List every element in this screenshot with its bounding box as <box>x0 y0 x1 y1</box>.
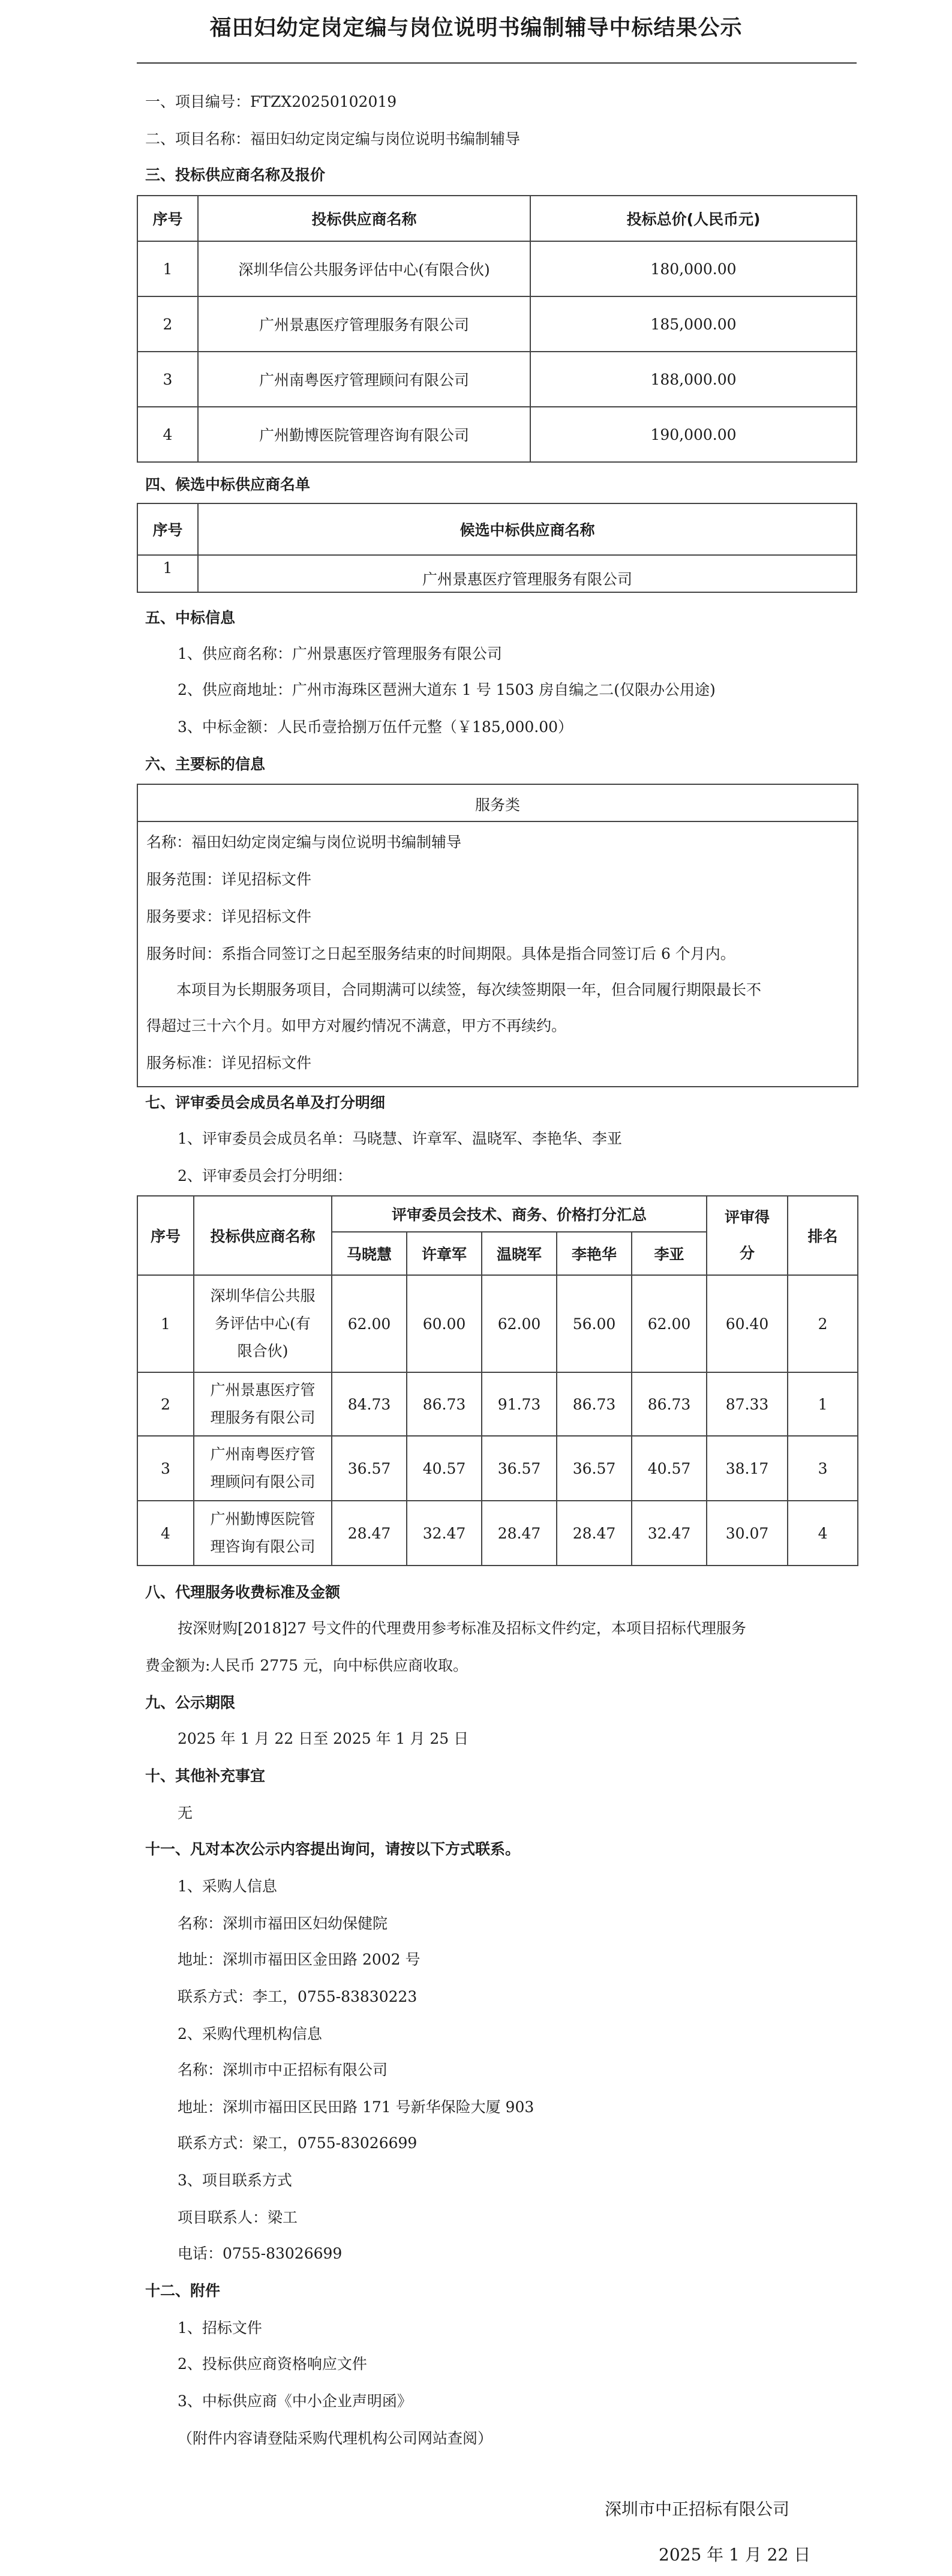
cell-total: 38.17 <box>707 1436 788 1501</box>
cell-rank: 2 <box>788 1275 858 1372</box>
subject-note-1: 本项目为长期服务项目，合同期满可以续签，每次续签期限一年，但合同履行期限最长不 <box>176 981 762 998</box>
judge-header: 李亚 <box>632 1232 707 1275</box>
judge-header: 许章军 <box>407 1232 482 1275</box>
header-cell: 投标供应商名称 <box>198 196 530 241</box>
cell-supplier: 广州南粤医疗管 理顾问有限公司 <box>194 1436 332 1501</box>
cell-supplier: 广州景惠医疗管理服务有限公司 <box>198 296 530 352</box>
project-number: 一、项目编号：FTZX20250102019 <box>145 93 397 110</box>
table-row <box>137 1275 858 1372</box>
bid-price-table <box>137 195 857 463</box>
table-row <box>137 1501 858 1566</box>
project-contact-heading: 3、项目联系方式 <box>178 2172 292 2189</box>
cell-no: 2 <box>137 1372 194 1436</box>
cell-score: 32.47 <box>407 1501 482 1566</box>
issue-date: 2025 年 1 月 22 日 <box>659 2545 811 2565</box>
agency-address: 地址：深圳市福田区民田路 171 号新华保险大厦 903 <box>178 2098 534 2116</box>
judge-header: 李艳华 <box>557 1232 632 1275</box>
attachment-3: 3、中标供应商《中小企业声明函》 <box>178 2392 412 2410</box>
cell-no: 1 <box>137 1275 194 1372</box>
cell-supplier: 广州南粤医疗管理顾问有限公司 <box>198 352 530 407</box>
cell-score: 56.00 <box>557 1275 632 1372</box>
header-cell: 序号 <box>137 503 198 555</box>
cell-price: 185,000.00 <box>530 296 857 352</box>
page-title: 福田妇幼定岗定编与岗位说明书编制辅导中标结果公示 <box>209 16 743 40</box>
cell-score: 36.57 <box>482 1436 557 1501</box>
header-cell: 投标总价(人民币元) <box>530 196 857 241</box>
cell-rank: 3 <box>788 1436 858 1501</box>
project-name: 二、项目名称：福田妇幼定岗定编与岗位说明书编制辅导 <box>145 130 521 148</box>
subject-time: 服务时间：系指合同签订之日起至服务结束的时间期限。具体是指合同签订后 6 个月内。 <box>146 945 735 962</box>
attachment-2: 2、投标供应商资格响应文件 <box>178 2355 367 2373</box>
table-row <box>137 1372 858 1436</box>
section-4-heading: 四、候选中标供应商名单 <box>145 476 311 493</box>
cell-score: 62.00 <box>482 1275 557 1372</box>
cell-score: 32.47 <box>632 1501 707 1566</box>
table-header-row <box>137 1196 858 1232</box>
cell-no: 2 <box>137 296 198 352</box>
agency-name: 名称：深圳市中正招标有限公司 <box>178 2061 388 2079</box>
cell-supplier: 深圳华信公共服务评估中心(有限合伙) <box>198 241 530 296</box>
cell-no: 1 <box>137 241 198 296</box>
cell-no: 3 <box>137 352 198 407</box>
issuer-name: 深圳市中正招标有限公司 <box>605 2499 790 2519</box>
table-row <box>137 555 857 592</box>
cell-score: 60.00 <box>407 1275 482 1372</box>
section-6-heading: 六、主要标的信息 <box>145 755 266 773</box>
cell-rank: 4 <box>788 1501 858 1566</box>
table-row <box>137 241 857 296</box>
buyer-heading: 1、采购人信息 <box>178 1878 277 1895</box>
cell-score: 91.73 <box>482 1372 557 1436</box>
cell-supplier: 广州景惠医疗管理服务有限公司 <box>198 555 857 592</box>
judge-header: 马晓慧 <box>332 1232 407 1275</box>
buyer-address: 地址：深圳市福田区金田路 2002 号 <box>178 1951 421 1968</box>
header-cell: 候选中标供应商名称 <box>198 503 857 555</box>
section-8-heading: 八、代理服务收费标准及金额 <box>145 1584 341 1601</box>
cell-score: 62.00 <box>332 1275 407 1372</box>
other-matters: 无 <box>178 1804 193 1822</box>
cell-score: 86.73 <box>407 1372 482 1436</box>
cell-score: 28.47 <box>482 1501 557 1566</box>
cell-score: 28.47 <box>332 1501 407 1566</box>
header-cell: 序号 <box>137 196 198 241</box>
section-5-heading: 五、中标信息 <box>145 609 236 626</box>
header-cell: 投标供应商名称 <box>194 1196 332 1275</box>
cell-supplier: 深圳华信公共服 务评估中心(有 限合伙) <box>194 1275 332 1372</box>
attachment-note: （附件内容请登陆采购代理机构公司网站查阅） <box>178 2430 493 2447</box>
header-cell: 序号 <box>137 1196 194 1275</box>
subject-scope: 服务范围：详见招标文件 <box>146 871 312 888</box>
table-header-row <box>137 196 857 241</box>
cell-no: 3 <box>137 1436 194 1501</box>
cell-price: 188,000.00 <box>530 352 857 407</box>
cell-supplier: 广州景惠医疗管 理服务有限公司 <box>194 1372 332 1436</box>
cell-no: 4 <box>137 407 198 462</box>
cell-no: 1 <box>137 555 198 592</box>
table-row <box>137 352 857 407</box>
project-contact-person: 项目联系人：梁工 <box>178 2209 298 2226</box>
cell-price: 190,000.00 <box>530 407 857 462</box>
fee-text-2: 费金额为:人民币 2775 元，向中标供应商收取。 <box>145 1657 468 1674</box>
cell-total: 87.33 <box>707 1372 788 1436</box>
subject-name: 名称：福田妇幼定岗定编与岗位说明书编制辅导 <box>146 833 462 851</box>
subject-standard: 服务标准：详见招标文件 <box>146 1054 312 1072</box>
table-row <box>137 296 857 352</box>
project-contact-tel: 电话：0755-83026699 <box>178 2245 343 2262</box>
cell-total: 30.07 <box>707 1501 788 1566</box>
table-row <box>137 1436 858 1501</box>
cell-score: 86.73 <box>557 1372 632 1436</box>
score-table <box>137 1195 858 1566</box>
section-12-heading: 十二、附件 <box>145 2282 221 2299</box>
candidate-table <box>137 503 857 593</box>
winner-name: 1、供应商名称：广州景惠医疗管理服务有限公司 <box>178 645 502 662</box>
title-divider <box>137 62 857 64</box>
cell-no: 4 <box>137 1501 194 1566</box>
header-cell: 排名 <box>788 1196 858 1275</box>
cell-score: 40.57 <box>632 1436 707 1501</box>
committee-members: 1、评审委员会成员名单：马晓慧、许章军、温晓军、李艳华、李亚 <box>178 1130 622 1147</box>
cell-score: 36.57 <box>332 1436 407 1501</box>
section-10-heading: 十、其他补充事宜 <box>145 1767 266 1785</box>
header-cell: 评审委员会技术、商务、价格打分汇总 <box>332 1196 707 1232</box>
cell-score: 62.00 <box>632 1275 707 1372</box>
box-divider <box>138 821 857 822</box>
subject-note-2: 得超过三十六个月。如甲方对履约情况不满意，甲方不再续约。 <box>146 1017 567 1034</box>
agency-contact: 联系方式：梁工，0755-83026699 <box>178 2134 418 2152</box>
cell-score: 84.73 <box>332 1372 407 1436</box>
buyer-contact: 联系方式：李工，0755-83830223 <box>178 1988 418 2005</box>
winner-amount: 3、中标金额：人民币壹拾捌万伍仟元整（￥185,000.00） <box>178 718 573 736</box>
section-3-heading: 三、投标供应商名称及报价 <box>145 166 326 184</box>
attachment-1: 1、招标文件 <box>178 2319 262 2337</box>
cell-supplier: 广州勤博医院管理咨询有限公司 <box>198 407 530 462</box>
section-9-heading: 九、公示期限 <box>145 1694 236 1711</box>
section-7-heading: 七、评审委员会成员名单及打分明细 <box>145 1094 386 1111</box>
judge-header: 温晓军 <box>482 1232 557 1275</box>
agency-heading: 2、采购代理机构信息 <box>178 2025 322 2043</box>
cell-score: 36.57 <box>557 1436 632 1501</box>
cell-rank: 1 <box>788 1372 858 1436</box>
table-header-row <box>137 503 857 555</box>
buyer-name: 名称：深圳市福田区妇幼保健院 <box>178 1915 388 1932</box>
cell-total: 60.40 <box>707 1275 788 1372</box>
winner-address: 2、供应商地址：广州市海珠区琶洲大道东 1 号 1503 房自编之二(仅限办公用途) <box>178 681 716 698</box>
cell-score: 86.73 <box>632 1372 707 1436</box>
publicity-period: 2025 年 1 月 22 日至 2025 年 1 月 25 日 <box>178 1730 469 1747</box>
subject-info-box <box>137 784 858 1087</box>
section-11-heading: 十一、凡对本次公示内容提出询问，请按以下方式联系。 <box>145 1840 521 1858</box>
subject-requirement: 服务要求：详见招标文件 <box>146 908 312 925</box>
cell-supplier: 广州勤博医院管 理咨询有限公司 <box>194 1501 332 1566</box>
header-cell: 评审得 分 <box>707 1196 788 1275</box>
cell-price: 180,000.00 <box>530 241 857 296</box>
cell-score: 40.57 <box>407 1436 482 1501</box>
fee-text-1: 按深财购[2018]27 号文件的代理费用参考标准及招标文件约定，本项目招标代理服务 <box>178 1620 746 1637</box>
box-title: 服务类 <box>475 796 520 814</box>
score-detail-label: 2、评审委员会打分明细： <box>178 1167 352 1184</box>
cell-score: 28.47 <box>557 1501 632 1566</box>
table-row <box>137 407 857 462</box>
